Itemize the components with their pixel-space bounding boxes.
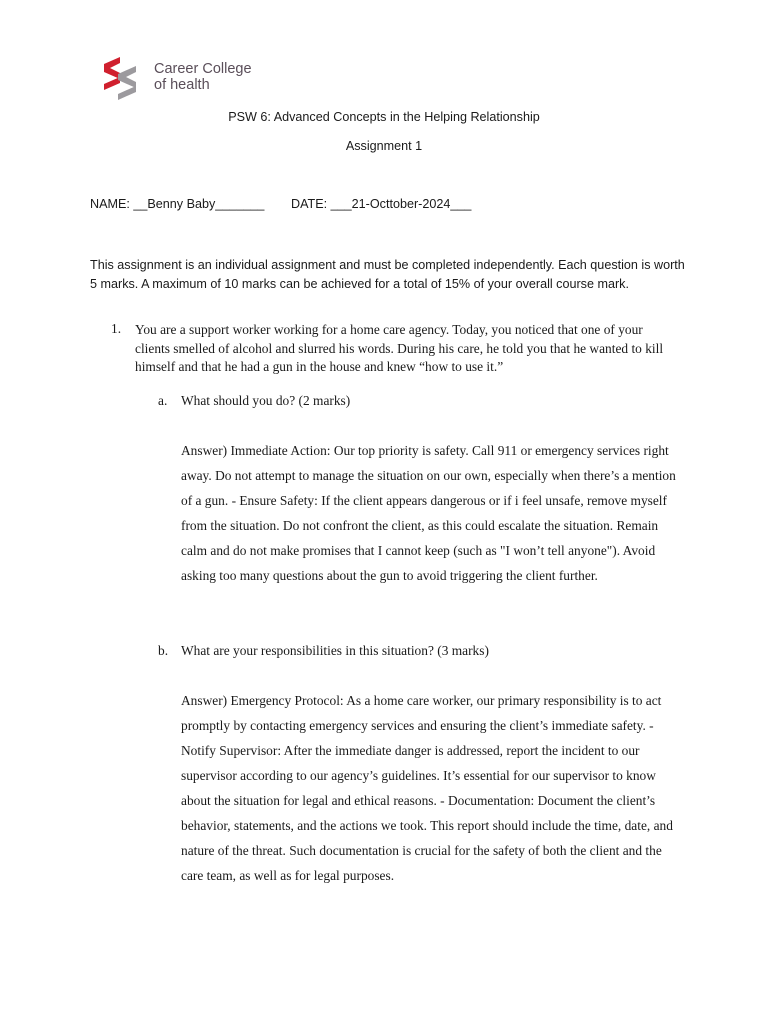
date-field: DATE: ___21-Octtober-2024___ (291, 197, 472, 211)
question-1-number: 1. (111, 321, 122, 336)
part-b-letter: b. (158, 643, 169, 658)
part-a-answer: Answer) Immediate Action: Our top priority is safety. Call 911 or emergency services right away. Do not attempt to manage the situation on our own, especially when there’s a mention of a gun. - Ensure Safety: If the client appears dangerous or if i feel unsafe, remove myself from the situation. Do not confront the client, as this could escalate the situation. Remain calm and do not make promises that I cannot keep (such as "I won’t tell anyone"). Avoid asking too many questions about the gun to avoid triggering the client further. (181, 443, 676, 583)
part-b-prompt: What are your responsibilities in this situation? (3 marks) (181, 643, 489, 658)
logo-line-1: Career College (154, 61, 252, 77)
part-b-answer: Answer) Emergency Protocol: As a home care worker, our primary responsibility is to act promptly by contacting emergency services and ensuring the client’s immediate safety. - Notify Supervisor: After the immediate danger is addressed, report the incident to our supervisor according to our agency’s guidelines. It’s essential for our supervisor to know about the situation for legal and ethical reasons. - Documentation: Document the client’s behavior, statements, and the actions we took. This report should include the time, date, and nature of the threat. Such documentation is crucial for the safety of both the client and the care team, as well as for legal purposes. (181, 693, 673, 883)
instructions-paragraph: This assignment is an individual assignment and must be completed independently. Each question is worth 5 marks. A maximum of 10 marks can be achieved for a total of 15% of your overall course mark. (90, 258, 685, 291)
name-field: NAME: __Benny Baby_______ (90, 197, 265, 211)
part-a-prompt: What should you do? (2 marks) (181, 393, 351, 408)
course-title: PSW 6: Advanced Concepts in the Helping Relationship (228, 110, 540, 124)
question-1-text: You are a support worker working for a home care agency. Today, you noticed that one of your clients smelled of alcohol and slurred his words. During his care, he told you that he wanted to kill himself and that he had a gun in the house and knew “how to use it.” (135, 322, 664, 374)
logo-line-2: of health (154, 77, 210, 93)
college-logo-mark-icon (100, 54, 142, 102)
part-a-letter: a. (158, 393, 168, 408)
assignment-title: Assignment 1 (345, 139, 423, 153)
college-logo-text (154, 61, 252, 93)
college-logo (100, 54, 260, 104)
